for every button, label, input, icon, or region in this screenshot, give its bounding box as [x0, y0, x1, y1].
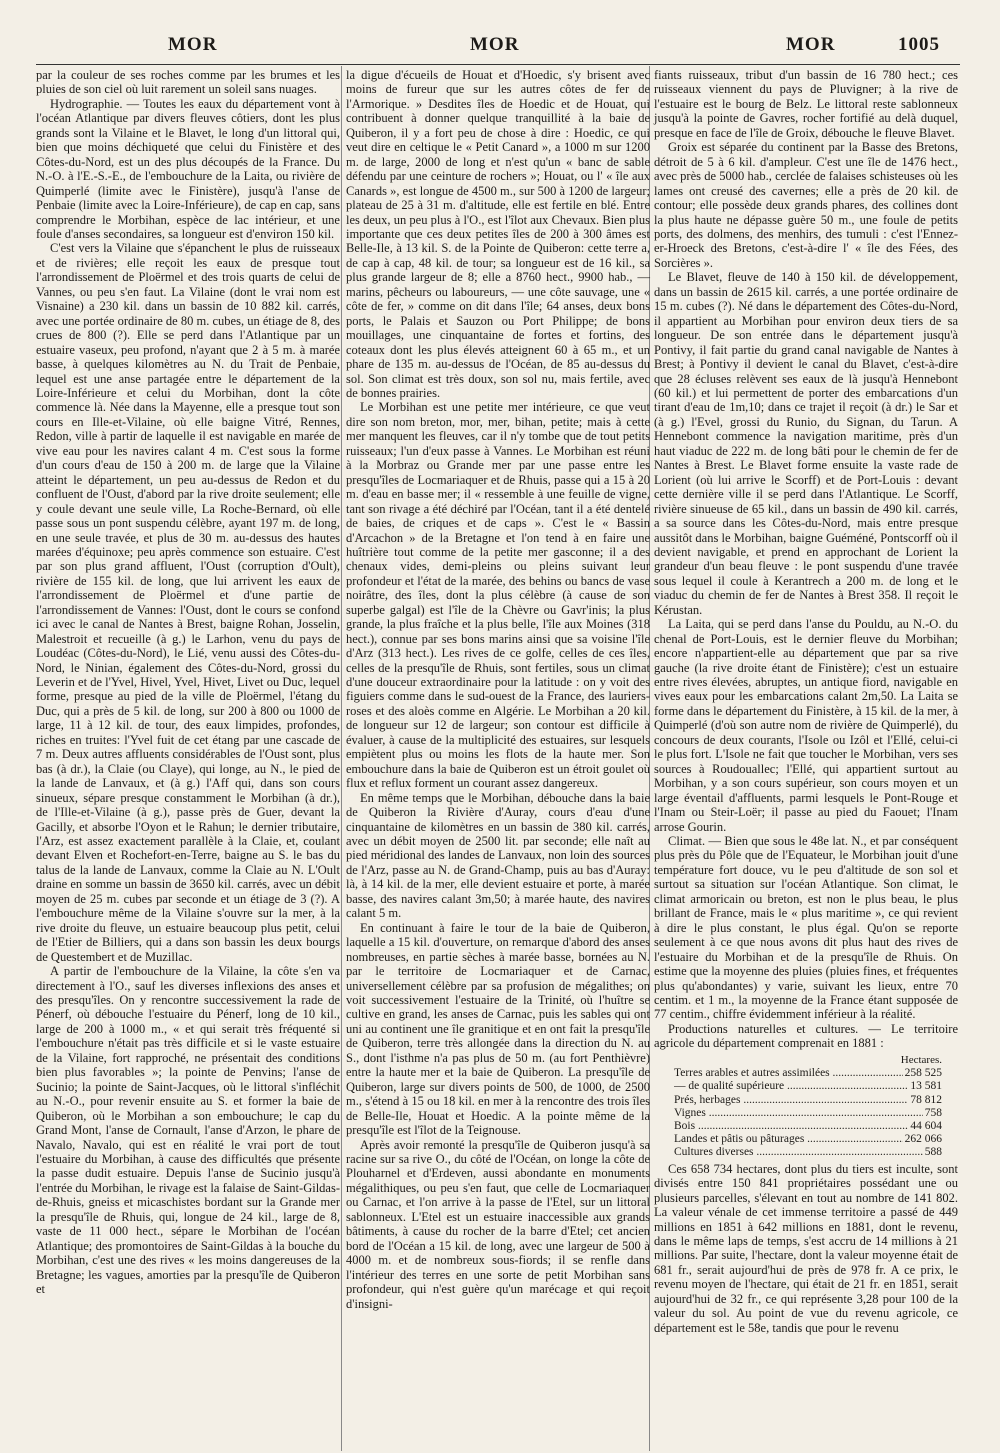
text-column-1: [36, 68, 340, 1297]
crop-table-row: [654, 1133, 958, 1146]
crop-label: Terres arables et autres assimilées .....: [674, 1067, 903, 1080]
crop-label: Landes et pâtis ou pâturages .....: [674, 1133, 903, 1146]
column-divider-1: [341, 66, 342, 1451]
paragraph: la digue d'écueils de Houat et d'Hoedic, s'y brisent avec moins de fureur que sur les autres côtes de fer de l'Armorique. » Desdites îles de Hoedic et de Houat, qui contribuent à donner quelque tranquillité à la baie de Quiberon, il y a fort peu de chose à dire : Hoedic, ce qui veut dire en celtique le « Petit Canard », a 1000 m sur 1200 m. de large, 2000 de long et n'est qu'un « banc de sable défendu par une ceinture de rochers »; Houat, ou l' « île aux Canards », est longue de 4500 m., sur 500 à 1200 de largeur; plateau de 25 à 31 m. d'altitude, elle est fertile en blé. Entre les deux, un peu plus à l'O., est l'îlot aux Chevaux. Bien plus importante que ces deux petites îles de 200 à 300 âmes est Belle-Ile, à 13 kil. S. de la Pointe de Quiberon: cette terre a, de cap à cap, 48 kil. de tour; sa longueur est de 16 kil., sa plus grande largeur de 8; elle a 8760 hect., 9900 hab., — marins, pêcheurs ou laboureurs, — une côte sauvage, une « côte de fer, » comme on dit dans l'île; 64 anses, deux bons ports, le Palais et Sauzon ou Port Philippe; de bons mouillages, une cinquantaine de fortes et fortins, des coteaux dont les plus élevés atteignent 60 à 65 m., et un phare de 135 m. au-dessus de l'Océan, de 85 au-dessus du sol. Son climat est très doux, son sol nu, mais fertile, avec de bonnes prairies.: [346, 68, 650, 400]
page-header: [0, 0, 1000, 66]
crop-table-row: [654, 1107, 958, 1120]
paragraph: Après avoir remonté la presqu'île de Quiberon jusqu'à sa racine sur sa rive O., du côté de l'Océan, on longe la côte de Plouharnel et d'Erdeven, aussi abondante en monuments mégalithiques, ou peu s'en faut, que celle de Locmariaquer ou Carnac, et l'on arrive à la passe de l'Etel, sur un littoral sablonneux. L'Etel est un estuaire inaccessible aux grands bâtiments, à cause du rocher de la barre d'Etel; cet ancien bord de l'Océan a 15 kil. de long, avec une largeur de 500 à 4000 m. et de nombreux sous-fiords; il se renfle dans l'intérieur des terres en une sorte de petit Morbihan sans profondeur, qui n'est guère qu'un marécage et qui reçoit d'insigni-: [346, 1137, 650, 1311]
crop-table-row: [654, 1120, 958, 1133]
crop-table-row: [654, 1080, 958, 1093]
running-head-right: MOR: [786, 34, 836, 55]
crop-table-row: [654, 1146, 958, 1159]
paragraph: fiants ruisseaux, tribut d'un bassin de 16 780 hect.; ces ruisseaux viennent du pays de Pluvigner; à la rive de l'estuaire est le bourg de Belz. Le littoral reste sablonneux jusqu'à la pointe de Gavres, rocher fortifié au delà duquel, presque en face de l'île de Groix, débouche le fleuve Blavet.: [654, 68, 958, 140]
paragraph: La Laita, qui se perd dans l'anse du Pouldu, au N.-O. du chenal de Port-Louis, est le dernier fleuve du Morbihan; encore n'appartient-elle au département que par sa rive gauche (la rive droite étant de Finistère); c'est un estuaire entre rives élevées, abruptes, un antique fiord, navigable en vives eaux pour les embarcations calant 2m,50. La Laita se forme dans le département du Finistère, à 15 kil. de la mer, à Quimperlé (d'où son autre nom de rivière de Quimperlé), du concours de deux courants, l'Isole ou Izôl et l'Ellé, celui-ci le plus fort. L'Isole ne fait que toucher le Morbihan, vers ses sources à Roudouallec; l'Ellé, qui appartient surtout au Morbihan, y a son cours supérieur, son cours moyen et un large éventail d'affluents, parmi lesquels le Pont-Rouge et l'Inam ou Steir-Loër; il passe au pied du Faouet; l'Inam arrose Gourin.: [654, 617, 958, 834]
paragraph: Le Morbihan est une petite mer intérieure, ce que veut dire son nom breton, mor, mer, bihan, petite; mais à cette mer manquent les fleuves, car il n'y tombe que de tout petits ruisseaux; l'un d'eux passe à Vannes. Le Morbihan est réuni à la Morbraz ou Grande mer par une passe entre les presqu'îles de Locmariaquer et de Rhuis, passe qui a 15 à 20 m. d'eau en basse mer; il « ressemble à une feuille de vigne, tant son rivage a été déchiré par l'Océan, tant il a été dentelé de baies, de criques et de caps ». C'est le « Bassin d'Arcachon » de la Bretagne et l'on tend à en faire une huîtrière tout comme de la petite mer gasconne; il a des chenaux vides, demi-pleins ou pleins suivant leur profondeur et l'état de la marée, des behins ou bancs de vase noirâtre, des îles, dont la plus célèbre (à cause de son superbe galgal) est l'île de la Chèvre ou Gavr'inis; la plus grande, la plus fraîche et la plus belle, l'île aux Moines (318 hect.), connue par ses bons marins ainsi que sa voisine l'île d'Arz (313 hect.). Les rives de ce golfe, celles de ces îles, celles de la presqu'île de Rhuis, sont fertiles, sous un climat d'une douceur extraordinaire pour la latitude : on y voit des figuiers comme dans le sud-ouest de la France, des lauriers-roses et des aloès comme en Algérie. Le Morbihan a 20 kil. de longueur sur 12 de largeur; son contour est difficile à évaluer, à cause de la multiplicité des estuaires, sur lesquels empiètent plus ou moins les flots de la haute mer. Son embouchure dans la baie de Quiberon est un étroit goulet où flux et reflux forment un courant assez dangereux.: [346, 400, 650, 791]
paragraph: Le Blavet, fleuve de 140 à 150 kil. de développement, dans un bassin de 2615 kil. carrés, a une portée ordinaire de 15 m. cubes (?). Né dans le département des Côtes-du-Nord, il appartient au Morbihan pour environ deux tiers de sa longueur. De son entrée dans le département jusqu'à Pontivy, il fait partie du grand canal navigable de Nantes à Brest; à Pontivy il devient le canal du Blavet, c'est-à-dire que 28 écluses relèvent ses eaux de là jusqu'à Hennebont (60 kil.) et lui permettent de porter des embarcations d'un tirant d'eau de 1m,10; dans ce trajet il reçoit (à dr.) le Sar et (à g.) l'Evel, grossi du Runio, du Signan, du Tarun. A Hennebont commence la navigation maritime, près d'un haut viaduc de 222 m. de long bâti pour le chemin de fer de Nantes à Brest. Le Blavet forme ensuite la vaste rade de Lorient (où lui arrive le Scorff) et de Port-Louis : devant cette dernière ville il se perd dans l'Atlantique. Le Scorff, rivière sinueuse de 65 kil., dans un bassin de 490 kil. carrés, a sa source dans les Côtes-du-Nord, mais entre presque aussitôt dans le Morbihan, baigne Guéméné, Pontscorff où il devient navigable, et prend en approchant de Lorient la grandeur d'un beau fleuve : le pont suspendu d'une travée sous lequel il coule à Kerantrech a 200 m. de long et le viaduc du chemin de fer de Nantes à Brest 358. Il reçoit le Kérustan.: [654, 270, 958, 617]
running-head-center: MOR: [470, 34, 520, 55]
header-rule: [36, 64, 960, 65]
crop-value: 13 581: [910, 1080, 942, 1093]
paragraph: Ces 658 734 hectares, dont plus du tiers est inculte, sont divisés entre 150 841 propriétaires possédant une ou plusieurs parcelles, s'élevant en tout au nombre de 141 802. La valeur vénale de cet immense territoire a passé de 449 millions en 1851 à 642 millions en 1881, dont le revenu, dans le même laps de temps, s'est accru de 14 millions à 21 millions. Par suite, l'hectare, dont la valeur moyenne était de 681 fr., serait aujourd'hui de près de 978 fr. A ce prix, le revenu moyen de l'hectare, qui était de 21 fr. en 1851, serait aujourd'hui de 32 fr., ce qui représente 3,28 pour 100 de la valeur du sol. Au point de vue du revenu agricole, ce département est le 58e, tandis que pour le revenu: [654, 1161, 958, 1335]
crop-value: 262 066: [904, 1133, 942, 1146]
paragraph: En continuant à faire le tour de la baie de Quiberon, laquelle a 15 kil. d'ouverture, on remarque d'abord des anses nombreuses, en partie sèches à marée basse, bornées au N. par le territoire de Locmariaquer et de Carnac, universellement célèbre par sa profusion de mégalithes; on voit successivement l'estuaire de la Trinité, où l'huître se cultive en grand, les anses de Carnac, puis les sables qui ont uni au continent une île granitique et en ont fait la presqu'île de Quiberon, terre très allongée dans la direction du N. au S., dont l'isthme n'a pas plus de 50 m. (au fort Penthièvre) entre la haute mer et la baie de Quiberon. La presqu'île de Quiberon, large sur divers points de 500, de 1000, de 2500 m., s'étend à 15 ou 18 kil. en mer à la rencontre des trois îles de Belle-Ile, Houat et Hoedic. A la pointe même de la presqu'île est l'îlot de la Teignouse.: [346, 920, 650, 1138]
running-head-left: MOR: [168, 34, 218, 55]
paragraph: C'est vers la Vilaine que s'épanchent le plus de ruisseaux et de rivières; elle reçoit les eaux de presque tout l'arrondissement de Ploërmel et des trois quarts de celui de Vannes, ou peu s'en faut. La Vilaine (dont le vrai nom est Visnaine) a 230 kil. dans un bassin de 10 882 kil. carrés, avec une portée ordinaire de 80 m. cubes, un étiage de 8, des crues de 800 (?). Elle se perd dans l'Atlantique par un estuaire vaseux, peu profond, n'ayant que 2 à 5 m. à marée basse, à quelques kilomètres au N. du Trait de Penbaie, lequel est une anse partagée entre le département de la Loire-Inférieure et celui du Morbihan, dont la côte commence là. Née dans la Mayenne, elle a presque tout son cours en Ille-et-Vilaine, où elle baigne Vitré, Rennes, Redon, ville à partir de laquelle il est navigable en marée de vive eau pour les navires calant 4 m. C'est sous la forme d'un cours d'eau de 150 à 200 m. de large que la Vilaine atteint le département, un peu au-dessus de Redon et du confluent de l'Oust, d'abord par la rive droite seulement; elle y coule devant une seule ville, La Roche-Bernard, où elle passe sous un pont suspendu célèbre, ayant 197 m. de long, en une seule travée, et plus de 30 m. au-dessus des hautes marées d'équinoxe; peu après commence son estuaire. C'est par son plus grand affluent, l'Oust (corruption d'Oult), rivière de 155 kil. de long, que lui arrivent les eaux de l'arrondissement de Ploërmel et d'une partie de l'arrondissement de Vannes: l'Oust, dont le cours se confond ici avec le canal de Nantes à Brest, baigne Rohan, Josselin, Malestroit et recueille (à g.) le Larhon, venu du pays de Loudéac (Côtes-du-Nord), le Lié, venu aussi des Côtes-du-Nord, le Ninian, également des Côtes-du-Nord, grossi du Leverin et de l'Yvel, Hivel, Yvel, Hivet, Livet ou Duc, lequel forme, presque au pied de la ville de Ploërmel, l'étang du Duc, qui a près de 5 kil. de long, sur 200 à 800 ou 1000 de large, 11 à 12 kil. de tour, des eaux limpides, profondes, riches en truites: l'Yvel fuit de cet étang par une cascade de 7 m. Deux autres affluents considérables de l'Oust sont, plus bas (à dr.), la Claie (ou Claye), qui longe, au N., le pied de la lande de Lanvaux, et (à g.) l'Aff qui, dans son cours sinueux, sépare presque constamment le Morbihan (à dr.), de l'Ille-et-Vilaine (à g.), passe près de Guer, devant la Gacilly, et absorbe l'Oyon et le Rahun; le dernier tributaire, l'Arz, est assez exactement parallèle à la Claie, et, coulant devant Elven et Rochefort-en-Terre, baigne au S. le bas du talus de la lande de Lanvaux, comme la Claie au N. L'Oult draine en somme un bassin de 3650 kil. carrés, avec un débit moyen de 25 m. cubes par seconde et un étiage de 3 (?). A l'embouchure même de la Vilaine s'ouvre sur la mer, à la rive droite du fleuve, un estuaire beaucoup plus petit, celui de l'Etier de Billiers, qui a dans son bassin les deux bourgs de Questembert et de Muzillac.: [36, 241, 340, 964]
crop-value: 258 525: [904, 1067, 942, 1080]
text-column-3: [654, 68, 958, 1335]
crop-table-row: [654, 1067, 958, 1080]
paragraph: Groix est séparée du continent par la Basse des Bretons, détroit de 5 à 6 kil. d'ampleur. C'est une île de 1476 hect., avec près de 5000 hab., cerclée de falaises schisteuses où les lames ont creusé des cavernes; elle a près de 20 kil. de contour; elle possède deux grands phares, des collines dont la plus haute ne dépasse guère 50 m., une foule de petits ports, des dolmens, des menhirs, des tumuli : c'est l'Ennez-er-Hroeck des Bretons, c'est-à-dire l' « île des Fées, des Sorcières ».: [654, 140, 958, 270]
text-column-2: [346, 68, 650, 1311]
crop-label: Cultures diverses .....: [674, 1146, 923, 1159]
crop-value: 44 604: [910, 1120, 942, 1133]
crop-value: 78 812: [910, 1093, 942, 1106]
crop-value: 758: [924, 1106, 942, 1119]
crop-table-unit-header: Hectares.: [900, 1053, 942, 1066]
paragraph: Productions naturelles et cultures. — Le territoire agricole du département comprenait en 1881 :: [654, 1021, 958, 1051]
crop-label: Prés, herbages .....: [674, 1094, 908, 1107]
paragraph: Climat. — Bien que sous le 48e lat. N., et par conséquent plus près du Pôle que de l'Equateur, le Morbihan jouit d'une température fort douce, vu le peu d'altitude de son sol et surtout sa situation sur l'océan Atlantique. Son climat, le climat armoricain ou breton, est non le plus beau, le plus brillant de France, mais le « plus maritime », ce qui revient à dire le plus constant, le plus égal. Qu'on se reporte seulement à ce que nous avons dit plus haut des rives de l'estuaire du Morbihan et de la presqu'île de Rhuis. On estime que la moyenne des pluies (pluies fines, et fréquentes plus qu'abondantes) y varie, suivant les lieux, entre 70 centim. et 1 m., la moyenne de la France étant supposée de 77 centim., chiffre évidemment inférieur à la réalité.: [654, 834, 958, 1022]
crop-table-row: [654, 1094, 958, 1107]
crop-label: — de qualité supérieure .....: [674, 1080, 908, 1093]
crop-label: Bois .....: [674, 1120, 908, 1133]
crop-label: Vignes .....: [674, 1107, 923, 1120]
paragraph: A partir de l'embouchure de la Vilaine, la côte s'en va directement à l'O., sauf les diverses inflexions des anses et des presqu'îles. On y rencontre successivement la rade de Pénerf, où débouche l'estuaire du Pénerf, long de 10 kil., large de 200 à 1000 m., « et qui serait très fréquenté si l'embouchure n'était pas très difficile et si le vaste estuaire de la Vilaine, fort rapproché, ne présentait des conditions bien plus favorables »; la pointe de Penvins; l'anse de Sucinio; la pointe de Saint-Jacques, où le littoral s'infléchit au N.-O., pour revenir ensuite au S. et former la baie de Quiberon, où le Morbihan a son embouchure; le cap du Grand Mont, l'anse de Cornault, l'anse d'Arzon, le phare de Navalo, Navalo, qui est en réalité le vrai port de tout l'estuaire du Morbihan, à cause des difficultés que présente la passe dudit estuaire. Depuis l'anse de Sucinio jusqu'à l'entrée du Morbihan, le rivage est la falaise de Saint-Gildas-de-Rhuis, gneiss et micaschistes bordant sur la Grande mer la presqu'île de Rhuis, qui, longue de 24 kil., large de 8, vaste de 11 000 hect., sépare le Morbihan de l'océan Atlantique; des promontoires de Saint-Gildas à la bouche du Morbihan, c'est une des rives « les moins dangereuses de la Bretagne; les vagues, amorties par la presqu'île de Quiberon et: [36, 964, 340, 1297]
crop-table: [654, 1053, 958, 1160]
crop-value: 588: [924, 1146, 942, 1159]
page-number: 1005: [898, 34, 940, 55]
paragraph: Hydrographie. — Toutes les eaux du département vont à l'océan Atlantique par divers fleuves côtiers, dont les plus grands sont la Vilaine et le Blavet, le long d'un littoral qui, bien que moins déchiqueté que celui du Finistère et des Côtes-du-Nord, est un des plus découpés de la France. Du N.-O. à l'E.-S.-E., de l'embouchure de la Laita, ou rivière de Quimperlé (limite avec le Finistère), jusqu'à l'anse de Penbaie (limite avec la Loire-Inférieure), de cap en cap, sans comprendre le Morbihan, espèce de lac intérieur, et une foule d'anses secondaires, sa longueur est d'environ 150 kil.: [36, 96, 340, 241]
paragraph: En même temps que le Morbihan, débouche dans la baie de Quiberon la Rivière d'Auray, cours d'eau d'une cinquantaine de kilomètres en un bassin de 380 kil. carrés, avec un débit moyen de 2500 lit. par seconde; elle naît au pied méridional des landes de Lanvaux, non loin des sources de l'Arz, passe au N. de Grand-Champ, puis au bas d'Auray: là, à 14 kil. de la mer, elle devient estuaire et porte, à marée basse, des navires calant 3m,50; à marée haute, des navires calant 5 m.: [346, 790, 650, 921]
paragraph: par la couleur de ses roches comme par les brumes et les pluies de son ciel où luit rarement un soleil sans nuages.: [36, 68, 340, 97]
